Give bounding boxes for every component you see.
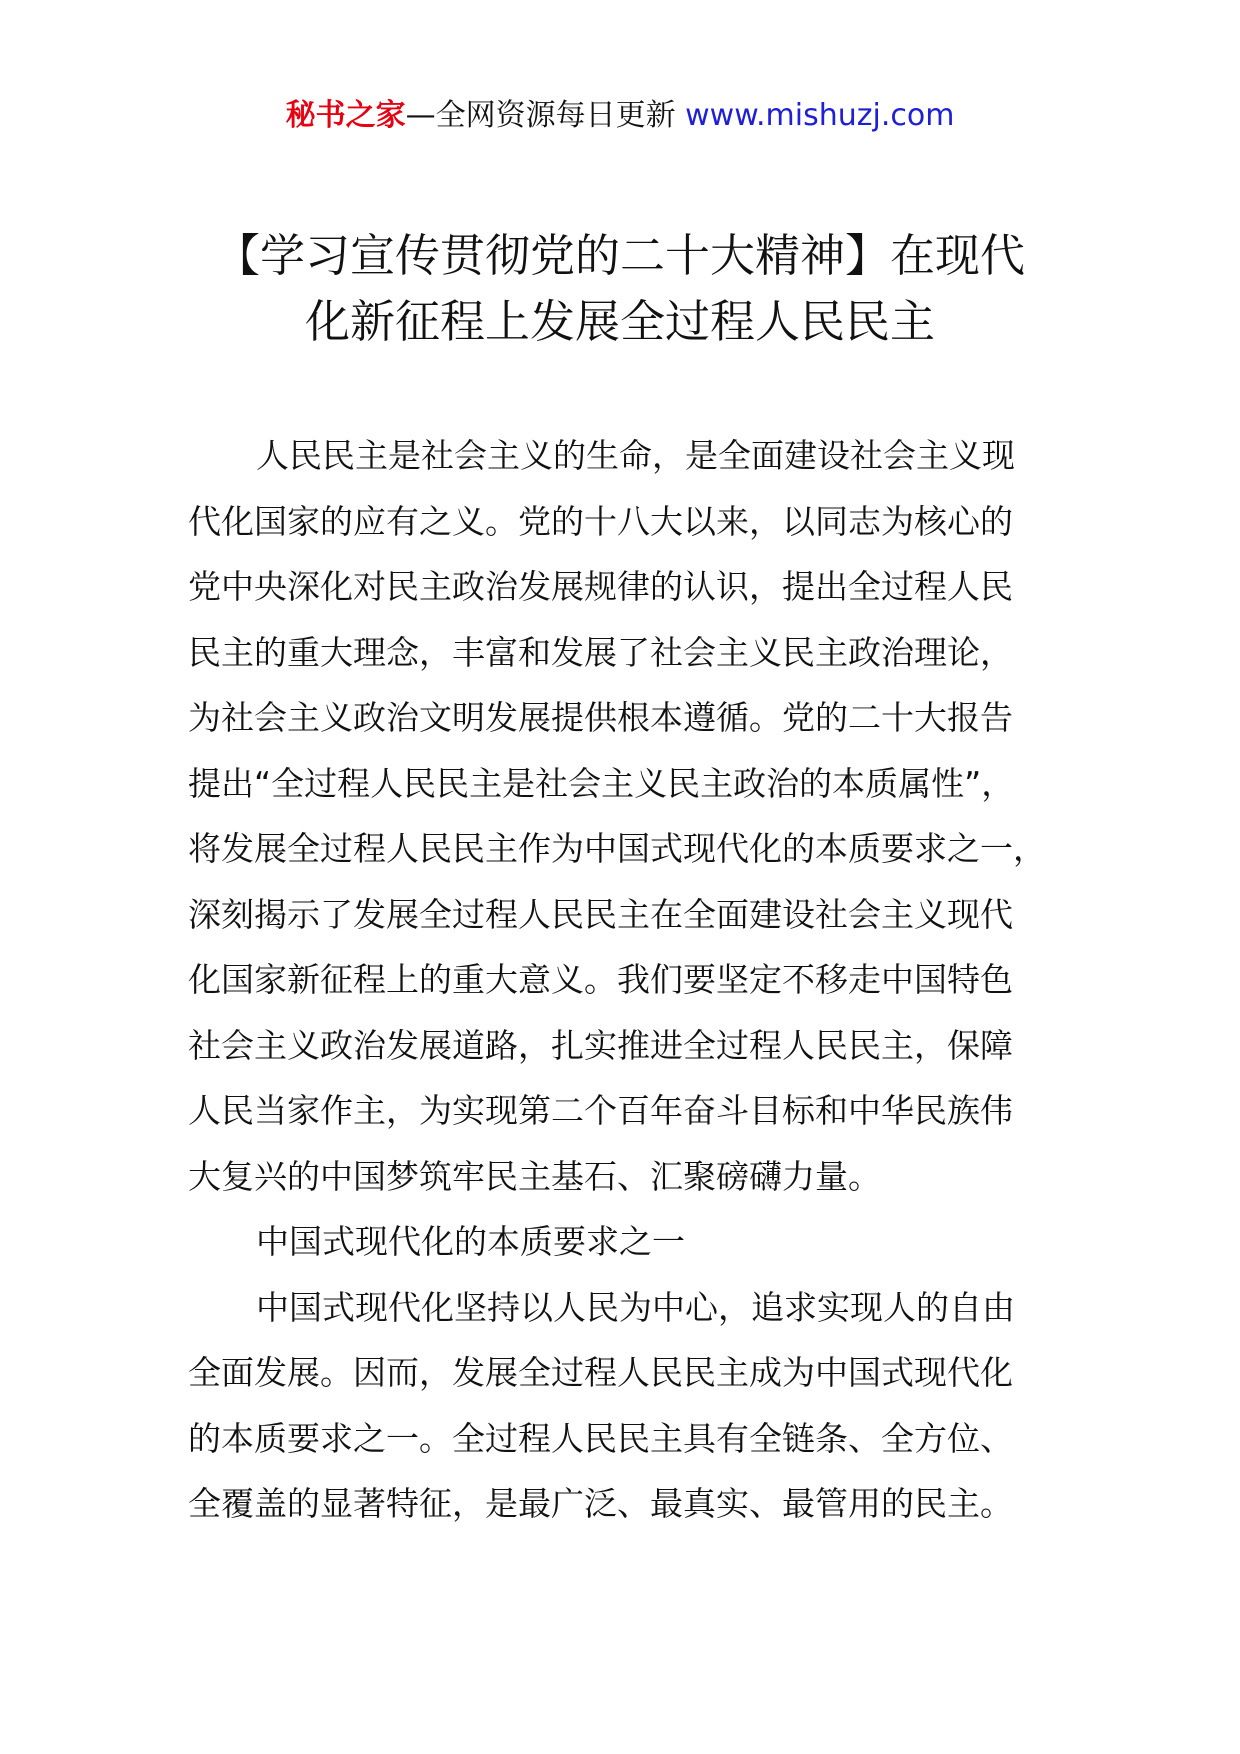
site-tagline: —全网资源每日更新 xyxy=(405,98,686,133)
paragraph-line: 化国家新征程上的重大意义。我们要坚定不移走中国特色 xyxy=(188,960,1013,999)
paragraph-line: 提出“全过程人民民主是社会主义民主政治的本质属性”， xyxy=(188,763,1015,803)
paragraph-line: 民主的重大理念，丰富和发展了社会主义民主政治理论， xyxy=(188,632,1013,672)
site-url-link[interactable]: www.mishuzj.com xyxy=(685,98,955,133)
paragraph-line: 人民民主是社会主义的生命，是全面建设社会主义现 xyxy=(256,436,1015,475)
paragraph-line: 人民当家作主，为实现第二个百年奋斗目标和中华民族伟 xyxy=(188,1091,1013,1130)
paragraph-line: 将发展全过程人民民主作为中国式现代化的本质要求之一， xyxy=(188,829,1046,868)
title-line: 【学习宣传贯彻党的二十大精神】在现代 xyxy=(214,229,1025,282)
paragraph-line: 全面发展。因而，发展全过程人民民主成为中国式现代化 xyxy=(188,1353,1013,1392)
site-brand: 秘书之家 xyxy=(285,98,406,133)
paragraph-line: 大复兴的中国梦筑牢民主基石、汇聚磅礴力量。 xyxy=(188,1156,881,1196)
paragraph-line: 社会主义政治发展道路，扎实推进全过程人民民主，保障 xyxy=(188,1025,1013,1065)
paragraph-line: 为社会主义政治文明发展提供根本遵循。党的二十大报告 xyxy=(188,698,1013,737)
paragraph-line: 党中央深化对民主政治发展规律的认识，提出全过程人民 xyxy=(188,567,1013,606)
site-header xyxy=(0,96,1240,136)
paragraph-line: 中国式现代化坚持以人民为中心，追求实现人的自由 xyxy=(256,1287,1015,1327)
paragraph-line: 深刻揭示了发展全过程人民民主在全面建设社会主义现代 xyxy=(188,894,1013,934)
document-body xyxy=(188,423,1048,1537)
paragraph-line: 全覆盖的显著特征，是最广泛、最真实、最管用的民主。 xyxy=(188,1484,1013,1523)
document-title xyxy=(160,223,1080,355)
paragraph-line: 代化国家的应有之义。党的十八大以来，以同志为核心的 xyxy=(188,501,1013,541)
title-line: 化新征程上发展全过程人民民主 xyxy=(304,295,935,348)
section-heading: 中国式现代化的本质要求之一 xyxy=(256,1222,685,1261)
paragraph-line: 的本质要求之一。全过程人民民主具有全链条、全方位、 xyxy=(188,1418,1013,1458)
